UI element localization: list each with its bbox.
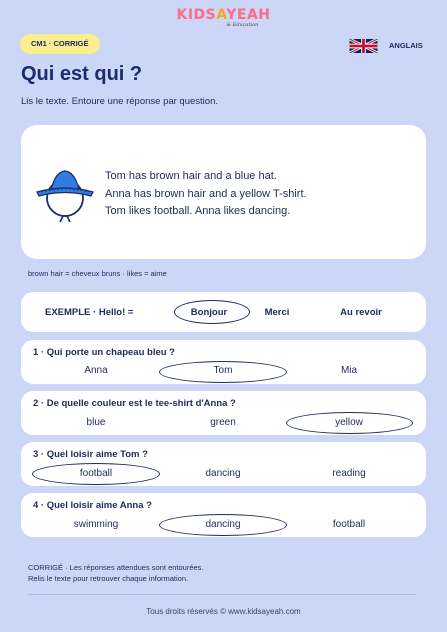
answer-option[interactable]: reading (332, 468, 366, 479)
answer-option[interactable]: dancing (205, 468, 241, 479)
question-card-3 (21, 442, 426, 486)
answer-option[interactable]: Tom (213, 365, 233, 376)
answer-option[interactable]: Anna (84, 365, 108, 376)
example-option[interactable]: Au revoir (340, 307, 382, 318)
uk-flag-icon (349, 39, 378, 53)
question-title: 1 · Qui porte un chapeau bleu ? (33, 347, 175, 358)
answer-option[interactable]: football (332, 519, 366, 530)
note-line: Relis le texte pour retrouver chaque information. (28, 574, 189, 583)
example-option[interactable]: Bonjour (190, 307, 228, 318)
answer-key-note (28, 562, 204, 584)
example-option[interactable]: Merci (264, 307, 290, 318)
answer-option[interactable]: yellow (335, 417, 363, 428)
instruction-text: Lis le texte. Entoure une réponse par question. (21, 96, 218, 107)
question-card-1 (21, 340, 426, 384)
bucket-hat-icon (33, 158, 97, 224)
example-label: EXEMPLE · Hello! = (45, 307, 134, 318)
language-label: ANGLAIS (389, 41, 423, 50)
answer-option[interactable]: swimming (73, 519, 119, 530)
text-line: Tom likes football. Anna likes dancing. (105, 205, 291, 217)
text-line: Anna has brown hair and a yellow T-shirt. (105, 187, 307, 200)
answer-option[interactable]: Mia (340, 365, 358, 376)
copyright-text: Tous droits réservés © www.kidsayeah.com (146, 607, 301, 616)
question-card-2 (21, 391, 426, 435)
page-title: Qui est qui ? (21, 63, 143, 85)
reading-text (105, 168, 307, 221)
question-title: 4 · Quel loisir aime Anna ? (33, 500, 152, 511)
brand-logo (0, 8, 447, 28)
answer-option[interactable]: green (210, 417, 236, 428)
text-line: Tom has brown hair and a blue hat. (105, 170, 277, 182)
logo-tagline: & Education (226, 22, 259, 28)
level-badge: CM1 · CORRIGÉ (20, 34, 100, 54)
answer-option[interactable]: blue (86, 417, 106, 428)
example-card (21, 292, 426, 332)
question-title: 3 · Quel loisir aime Tom ? (33, 449, 148, 460)
question-card-4 (21, 493, 426, 537)
logo-wordmark: KIDSAYEAH (176, 7, 271, 23)
vocabulary-hint: brown hair = cheveux bruns · likes = aime (28, 269, 167, 278)
note-line: CORRIGÉ · Les réponses attendues sont entourées. (28, 563, 204, 572)
reading-text-card (21, 125, 426, 259)
answer-option[interactable]: dancing (205, 519, 241, 530)
footer-divider (28, 594, 416, 595)
answer-option[interactable]: football (79, 468, 113, 479)
question-title: 2 · De quelle couleur est le tee-shirt d'Anna ? (33, 398, 236, 409)
